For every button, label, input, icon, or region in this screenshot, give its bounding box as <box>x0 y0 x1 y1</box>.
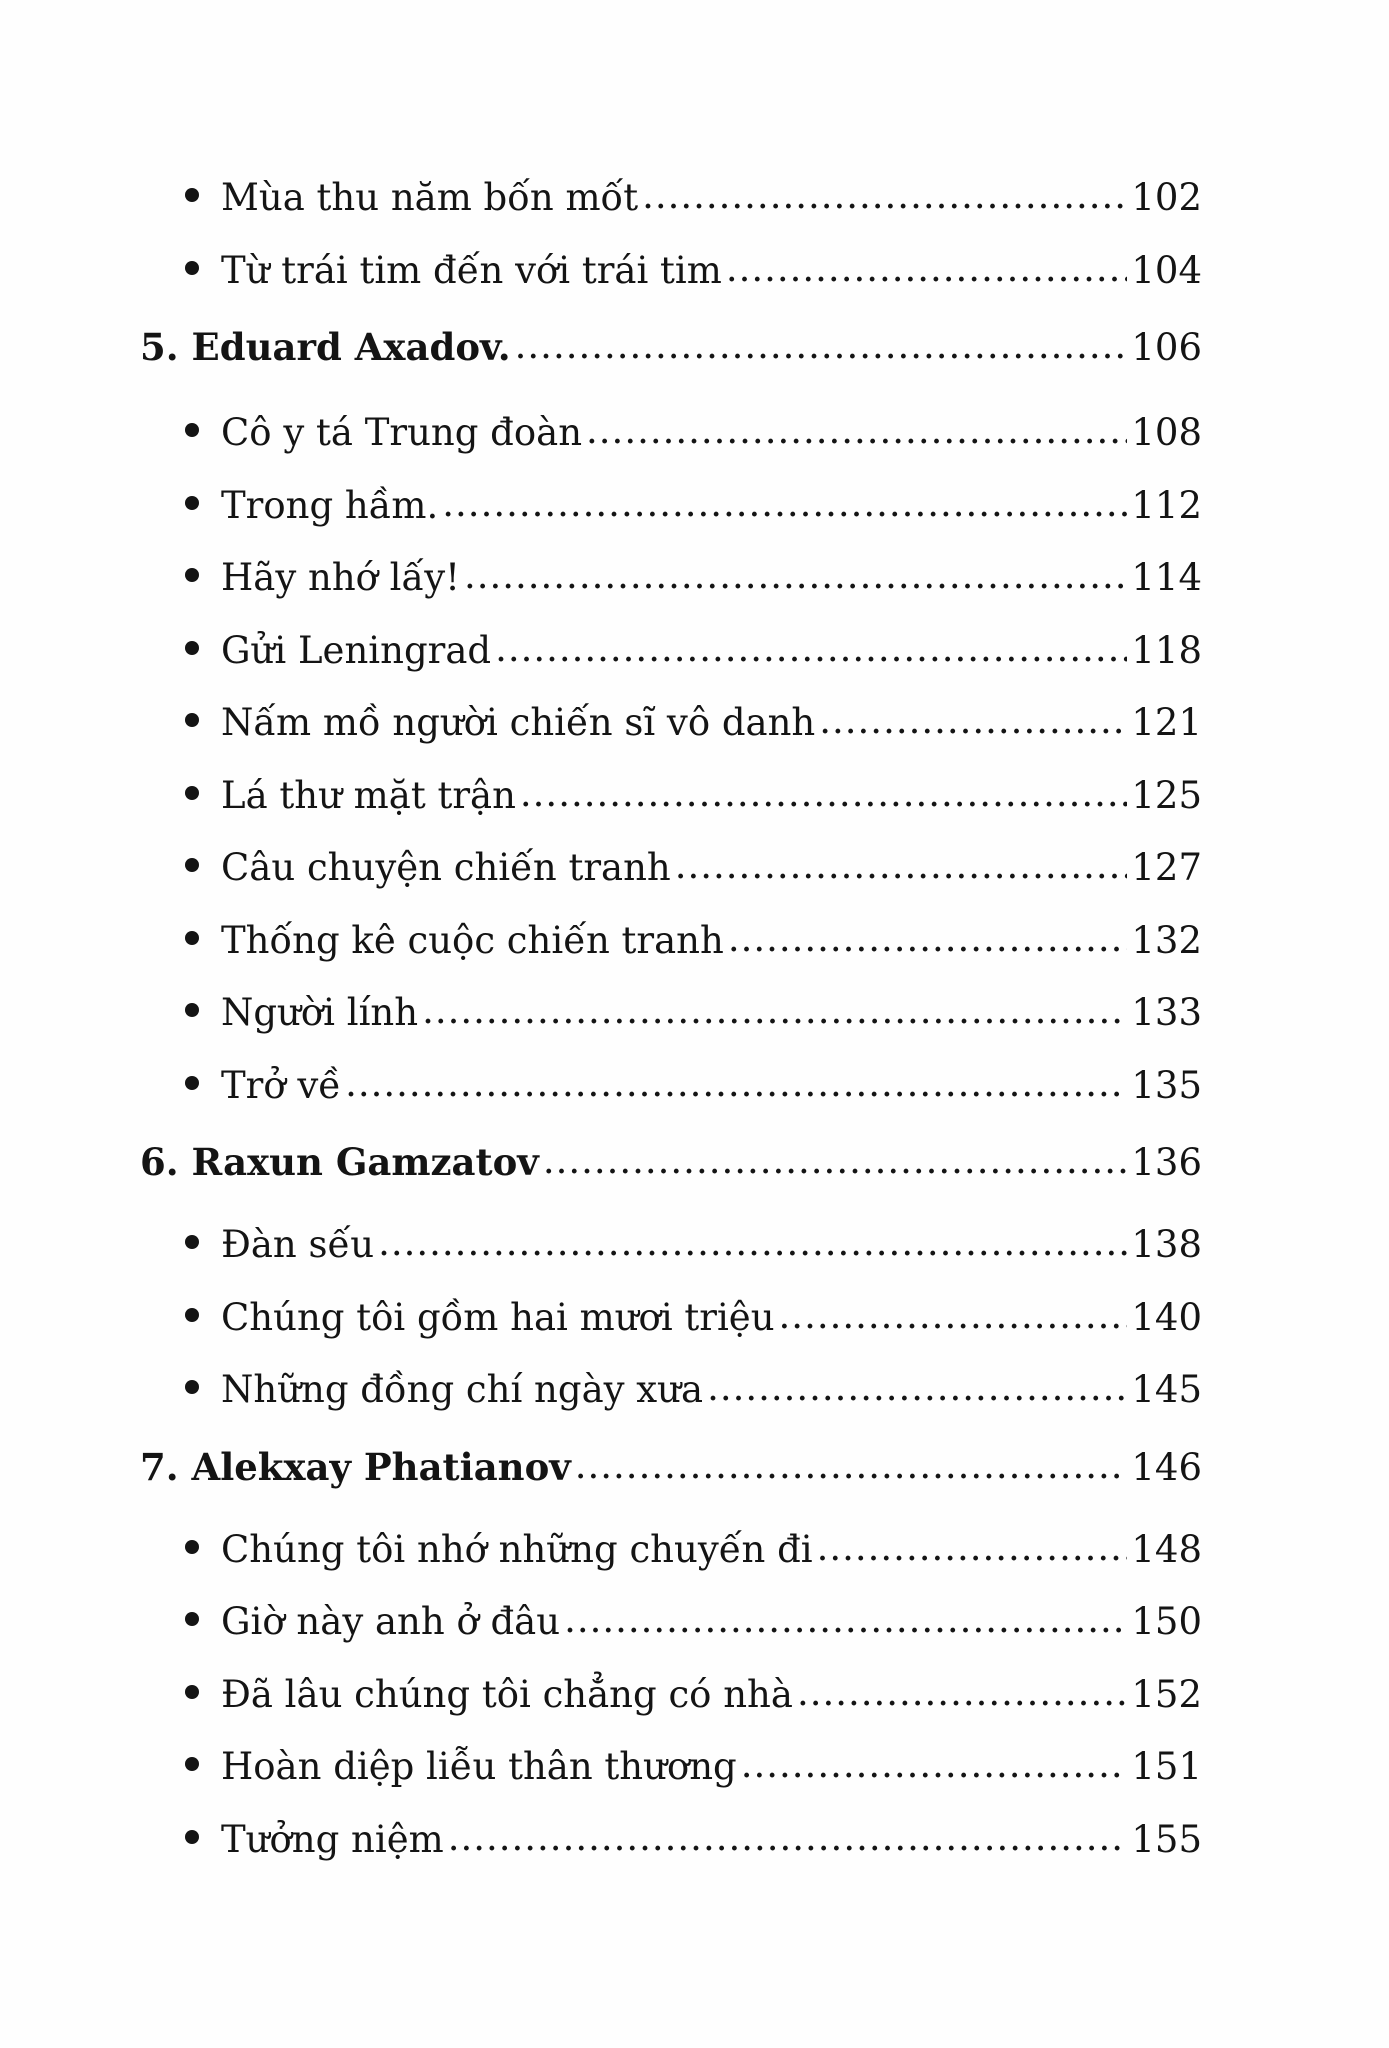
bullet-icon <box>185 1003 199 1017</box>
bullet-icon <box>185 496 199 510</box>
toc-item-title: Trở về <box>221 1063 342 1107</box>
toc-page-number: 114 <box>1131 556 1202 599</box>
bullet-icon <box>185 1757 199 1771</box>
toc-page-number: 150 <box>1131 1600 1202 1643</box>
bullet-icon <box>185 1612 199 1626</box>
dot-leader <box>378 1217 1127 1269</box>
toc-page-number: 155 <box>1131 1817 1202 1861</box>
toc-page-number: 152 <box>1131 1672 1202 1716</box>
toc-page-number: 121 <box>1131 701 1202 744</box>
toc-item <box>140 915 1202 988</box>
dot-leader <box>797 1667 1127 1719</box>
toc-page-number: 146 <box>1131 1445 1202 1489</box>
toc-item <box>140 1596 1202 1669</box>
toc-page-number: 145 <box>1131 1368 1202 1411</box>
toc-page-number: 104 <box>1131 248 1202 292</box>
toc-page-number: 135 <box>1131 1063 1202 1107</box>
toc-item <box>140 1814 1202 1887</box>
dot-leader <box>819 695 1127 747</box>
bullet-icon <box>185 188 199 202</box>
bullet-icon <box>185 713 199 727</box>
bullet-icon <box>185 1380 199 1394</box>
toc-item-title: Mùa thu năm bốn mốt <box>221 176 639 219</box>
dot-leader <box>726 243 1128 295</box>
dot-leader <box>448 1812 1128 1864</box>
toc-page-number: 136 <box>1131 1141 1202 1184</box>
toc-item-title: Gửi Leningrad <box>221 628 492 672</box>
dot-leader <box>515 320 1128 372</box>
toc-item <box>140 1669 1202 1742</box>
toc-item-title: Chúng tôi nhớ những chuyến đi <box>221 1527 813 1571</box>
toc-item-title: Người lính <box>221 991 419 1034</box>
dot-leader <box>345 1058 1127 1110</box>
toc-item-title: Cô y tá Trung đoàn <box>221 411 583 454</box>
toc-page-number: 148 <box>1131 1527 1202 1571</box>
toc-page-number: 112 <box>1131 483 1202 527</box>
toc-item <box>140 552 1202 625</box>
toc-page-number: 108 <box>1131 411 1202 454</box>
bullet-icon <box>185 786 199 800</box>
toc-item <box>140 697 1202 770</box>
toc-item <box>140 480 1202 553</box>
bullet-icon <box>185 1685 199 1699</box>
toc-item-title: Lá thư mặt trận <box>221 773 516 817</box>
toc-item <box>140 1524 1202 1597</box>
dot-leader <box>422 985 1127 1037</box>
dot-leader <box>586 405 1127 457</box>
dot-leader <box>675 840 1128 892</box>
toc-section-title: 6. Raxun Gamzatov <box>140 1140 539 1184</box>
toc-item <box>140 172 1202 245</box>
dot-leader <box>575 1440 1128 1492</box>
toc-item-title: Giờ này anh ở đâu <box>221 1600 561 1643</box>
toc-section-title: 7. Alekxay Phatianov <box>140 1444 571 1489</box>
toc-item <box>140 770 1202 843</box>
dot-leader <box>779 1290 1128 1342</box>
toc-page-number: 132 <box>1131 918 1202 962</box>
toc-item-title: Đàn sếu <box>221 1223 375 1266</box>
dot-leader <box>741 1739 1128 1791</box>
bullet-icon <box>185 1235 199 1249</box>
bullet-icon <box>185 1076 199 1090</box>
toc-item <box>140 1364 1202 1437</box>
toc-page-number: 102 <box>1131 176 1202 219</box>
toc-item-title: Từ trái tim đến với trái tim <box>221 248 722 292</box>
toc-item <box>140 1060 1202 1133</box>
bullet-icon <box>185 1540 199 1554</box>
toc-item-title: Câu chuyện chiến tranh <box>221 846 671 889</box>
dot-leader <box>442 478 1127 530</box>
toc-item-title: Những đồng chí ngày xưa <box>221 1368 704 1411</box>
toc-item <box>140 987 1202 1060</box>
dot-leader <box>495 623 1127 675</box>
toc-page-number: 140 <box>1131 1295 1202 1339</box>
dot-leader <box>642 170 1127 222</box>
dot-leader <box>520 768 1127 820</box>
toc-item <box>140 245 1202 318</box>
toc-item <box>140 407 1202 480</box>
toc-item-title: Hoàn diệp liễu thân thương <box>221 1745 737 1788</box>
bullet-icon <box>185 931 199 945</box>
toc-page-number: 138 <box>1131 1223 1202 1266</box>
toc-item <box>140 1741 1202 1814</box>
bullet-icon <box>185 1308 199 1322</box>
toc-section-heading <box>140 1437 1202 1524</box>
dot-leader <box>564 1594 1127 1646</box>
toc-item <box>140 1219 1202 1292</box>
bullet-icon <box>185 641 199 655</box>
toc-page-number: 127 <box>1131 846 1202 889</box>
toc-item <box>140 625 1202 698</box>
toc-item-title: Tưởng niệm <box>221 1817 444 1861</box>
bullet-icon <box>185 858 199 872</box>
table-of-contents <box>140 172 1202 1886</box>
toc-item-title: Trong hầm. <box>221 483 439 527</box>
toc-page-number: 118 <box>1131 628 1202 672</box>
bullet-icon <box>185 568 199 582</box>
toc-item-title: Hãy nhớ lấy! <box>221 556 460 599</box>
toc-item-title: Đã lâu chúng tôi chẳng có nhà <box>221 1672 793 1716</box>
bullet-icon <box>185 423 199 437</box>
toc-section-title: 5. Eduard Axadov. <box>140 325 511 369</box>
toc-item <box>140 1292 1202 1365</box>
toc-item-title: Chúng tôi gồm hai mươi triệu <box>221 1295 775 1339</box>
dot-leader <box>464 550 1127 602</box>
dot-leader <box>707 1362 1127 1414</box>
toc-page-number: 151 <box>1131 1745 1202 1788</box>
toc-item <box>140 842 1202 915</box>
toc-section-heading <box>140 1132 1202 1219</box>
toc-page-number: 106 <box>1131 326 1202 369</box>
toc-page-number: 125 <box>1131 773 1202 817</box>
toc-section-heading <box>140 317 1202 407</box>
bullet-icon <box>185 261 199 275</box>
bullet-icon <box>185 1830 199 1844</box>
dot-leader <box>543 1135 1128 1187</box>
toc-item-title: Nấm mồ người chiến sĩ vô danh <box>221 701 816 744</box>
toc-item-title: Thống kê cuộc chiến tranh <box>221 918 724 962</box>
dot-leader <box>728 913 1128 965</box>
toc-page-number: 133 <box>1131 991 1202 1034</box>
dot-leader <box>817 1522 1128 1574</box>
